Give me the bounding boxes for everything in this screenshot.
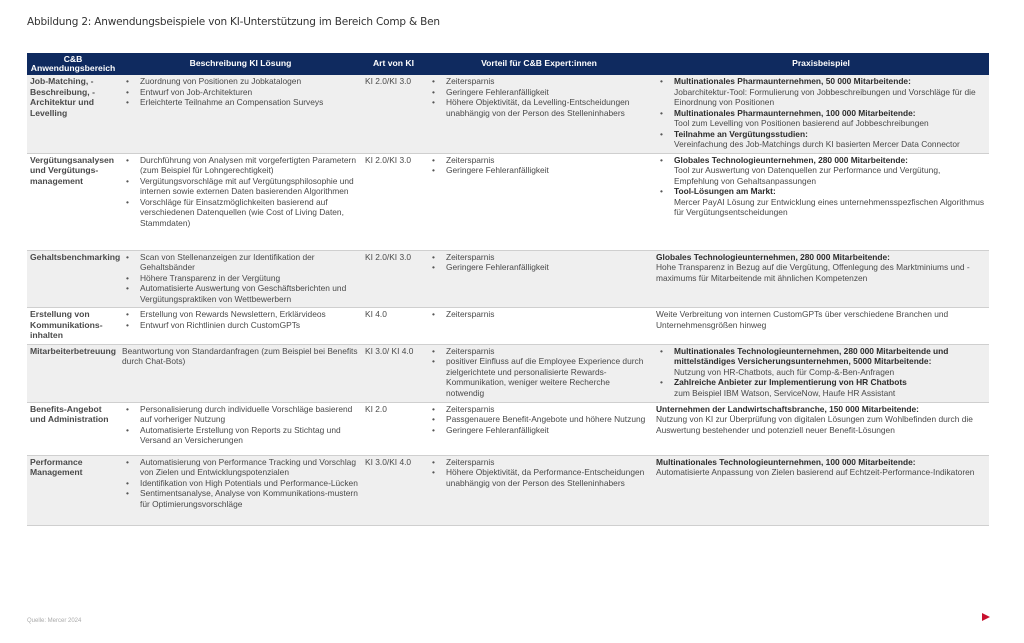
description-item: • Sentimentsanalyse, Analyse von Kommunikations-mustern für Optimierungsvorschläge (140, 488, 359, 509)
cell-example (653, 344, 989, 402)
example-item (674, 155, 986, 187)
header-benefit: Vorteil für C&B Expert:innen (425, 53, 653, 75)
example-list (656, 155, 986, 218)
benefit-item: • Passgenauere Benefit-Angebote und höhere Nutzung (446, 414, 650, 425)
description-item: • Automatisierte Erstellung von Reports zu Stichtag und Versand an Versicherungen (140, 425, 359, 446)
example-item (674, 346, 986, 378)
benefit-item: • Geringere Fehleranfälligkeit (446, 165, 650, 176)
cell-area: Vergütungsanalysen und Vergütungs-management (27, 153, 119, 250)
description-item: • Erstellung von Rewards Newslettern, Erklärvideos (140, 309, 359, 320)
benefit-item: • Zeitersparnis (446, 404, 650, 415)
description-list (122, 309, 359, 330)
example-text: Nutzung von KI zur Überprüfung von digitalen Lösungen zum Wohlbefinden durch die Auswertung bestehender und potenziell neuer Benefit-Lösungen (656, 414, 973, 435)
example-title: • Globales Technologieunternehmen, 280 000 Mitarbeitende: (674, 154, 908, 165)
description-item: • Erleichterte Teilnahme an Compensation Surveys (140, 97, 359, 108)
example-item (674, 377, 986, 398)
description-item: • Entwurf von Richtlinien durch CustomGPTs (140, 320, 359, 331)
example-text: Automatisierte Anpassung von Zielen basierend auf Echtzeit-Performance-Indikatoren (656, 467, 975, 477)
example-item (656, 252, 986, 284)
cell-benefit (425, 308, 653, 345)
description-text: Beantwortung von Standardanfragen (zum Beispiel bei Benefits durch Chat-Bots) (122, 345, 358, 366)
cell-benefit (425, 402, 653, 455)
benefit-list (428, 346, 650, 399)
cell-area: Mitarbeiterbetreuung (27, 344, 119, 402)
cell-example (653, 308, 989, 345)
example-text: Vereinfachung des Job-Matchings durch KI basierten Mercer Data Connector (674, 139, 960, 149)
cell-ai-type: KI 2.0/KI 3.0 (362, 153, 425, 250)
example-list (656, 346, 986, 399)
table-row (27, 344, 989, 402)
description-item: • Automatisierte Auswertung von Geschäftsberichten und Vergütungspraktiken von Wettbewerbern (140, 283, 359, 304)
description-list (122, 252, 359, 305)
description-item: • Durchführung von Analysen mit vorgefertigten Parametern (zum Beispiel für Lohngerechtigkeit) (140, 155, 359, 176)
cell-benefit (425, 153, 653, 250)
benefit-list (428, 309, 650, 320)
figure-caption: Abbildung 2: Anwendungsbeispiele von KI-Unterstützung im Bereich Comp & Ben (27, 16, 440, 28)
example-item (656, 404, 986, 436)
cell-example (653, 75, 989, 153)
example-text: Weite Verbreitung von internen CustomGPTs über verschiedene Branchen und Unternehmensgrößen hinweg (656, 309, 949, 330)
cell-benefit (425, 455, 653, 525)
cell-ai-type: KI 3.0/KI 4.0 (362, 455, 425, 525)
benefit-item: • Zeitersparnis (446, 252, 650, 263)
description-list (122, 76, 359, 108)
benefit-list (428, 404, 650, 436)
benefit-item: • Zeitersparnis (446, 76, 650, 87)
example-item (674, 108, 986, 129)
cell-benefit (425, 250, 653, 308)
description-item: • Automatisierung von Performance Tracking und Vorschlag von Zielen und Entwicklungspotenzialen (140, 457, 359, 478)
cell-ai-type: KI 2.0/KI 3.0 (362, 75, 425, 153)
cell-example (653, 250, 989, 308)
table-body (27, 75, 989, 525)
benefit-item: • positiver Einfluss auf die Employee Experience durch zielgerichtete und personalisierte Rewards-Kommunikation, weniger weitere Recherche notwendig (446, 356, 650, 398)
example-list (656, 457, 986, 478)
cell-ai-type: KI 4.0 (362, 308, 425, 345)
table-row (27, 250, 989, 308)
example-list (656, 309, 986, 330)
example-list (656, 252, 986, 284)
example-text: Tool zur Auswertung von Datenquellen zur Performance und Vergütung, Empfehlung von Gehaltsanpassungen (674, 165, 941, 186)
cell-area: Job-Matching, -Beschreibung, -Architektur und Levelling (27, 75, 119, 153)
example-title: • Zahlreiche Anbieter zur Implementierung von HR Chatbots (674, 377, 907, 387)
cell-example (653, 402, 989, 455)
example-text: Hohe Transparenz in Bezug auf die Vergütung, Offenlegung des Marktminiums und -maximums für Mitarbeitende mit ähnlichen Kompetenzen (656, 262, 970, 283)
table-row (27, 455, 989, 525)
example-item (656, 457, 986, 478)
source-note: Quelle: Mercer 2024 (27, 618, 82, 624)
benefit-item: • Höhere Objektivität, da Performance-Entscheidungen unabhängig von der Person des Stelleninhabers (446, 467, 650, 488)
example-item (674, 186, 986, 218)
cell-description (119, 75, 362, 153)
benefit-item: • Höhere Objektivität, da Levelling-Entscheidungen unabhängig von der Person des Stelleninhabers (446, 97, 650, 118)
example-list (656, 76, 986, 150)
example-item (674, 129, 986, 150)
header-description: Beschreibung KI Lösung (119, 53, 362, 75)
description-item: • Identifikation von High Potentials und Performance-Lücken (140, 478, 359, 489)
cell-ai-type: KI 2.0/KI 3.0 (362, 250, 425, 308)
example-text: Nutzung von HR-Chatbots, auch für Comp-&-Ben-Anfragen (674, 366, 895, 377)
example-title: Globales Technologieunternehmen, 280 000 Mitarbeitende: (656, 251, 890, 262)
header-area: C&B Anwendungsbereich (27, 53, 119, 75)
description-item: • Scan von Stellenanzeigen zur Identifikation der Gehaltsbänder (140, 252, 359, 273)
benefit-item: • Geringere Fehleranfälligkeit (446, 425, 650, 436)
example-item (656, 309, 986, 330)
description-item: • Vergütungsvorschläge mit auf Vergütungsphilosophie und internen sowie externen Daten basierenden Algorithmen (140, 176, 359, 197)
description-list (122, 404, 359, 446)
example-item (674, 76, 986, 108)
cell-description (119, 402, 362, 455)
table-row (27, 75, 989, 153)
cell-area: Benefits-Angebot und Administration (27, 402, 119, 455)
benefit-item: • Geringere Fehleranfälligkeit (446, 262, 650, 273)
example-title: • Tool-Lösungen am Markt: (674, 186, 776, 196)
table-header-row (27, 53, 989, 75)
example-text: Jobarchitektur-Tool: Formulierung von Jobbeschreibungen und Vorschläge für die Einordnung von Positionen (674, 86, 976, 107)
table-row (27, 153, 989, 250)
description-list (122, 155, 359, 229)
benefit-list (428, 252, 650, 273)
example-text: Mercer PayAI Lösung zur Entwicklung eines unternehmensspezfischen Algorithmus für Vergütungsentscheidungen (674, 196, 985, 217)
benefit-list (428, 155, 650, 176)
description-item: • Vorschläge für Einsatzmöglichkeiten basierend auf verschiedenen Datenquellen (wie Cost of Living Daten, Stammdaten) (140, 197, 359, 229)
example-title: • Multinationales Pharmaunternehmen, 100 000 Mitarbeitende: (674, 107, 916, 118)
header-example: Praxisbeispiel (653, 53, 989, 75)
cell-example (653, 153, 989, 250)
description-item: • Personalisierung durch individuelle Vorschläge basierend auf vorheriger Nutzung (140, 404, 359, 425)
next-arrow-icon[interactable] (982, 613, 990, 621)
example-title: Multinationales Technologieunternehmen, 100 000 Mitarbeitende: (656, 456, 916, 467)
example-title: • Teilnahme an Vergütungsstudien: (674, 128, 808, 139)
cell-area: Gehaltsbenchmarking (27, 250, 119, 308)
cell-benefit (425, 344, 653, 402)
description-item: • Zuordnung von Positionen zu Jobkatalogen (140, 76, 359, 87)
cell-ai-type: KI 3.0/ KI 4.0 (362, 344, 425, 402)
description-item: • Höhere Transparenz in der Vergütung (140, 273, 359, 284)
example-text: Tool zum Levelling von Positionen basierend auf Jobbeschreibungen (674, 118, 929, 128)
example-title: Unternehmen der Landwirtschaftsbranche, 150 000 Mitarbeitende: (656, 403, 919, 414)
benefit-list (428, 457, 650, 489)
cell-area: Erstellung von Kommunikations-inhalten (27, 308, 119, 345)
description-item: • Entwurf von Job-Architekturen (140, 87, 359, 98)
example-title: • Multinationales Pharmaunternehmen, 50 000 Mitarbeitende: (674, 76, 911, 86)
example-list (656, 404, 986, 436)
cell-area: Performance Management (27, 455, 119, 525)
use-case-table (27, 53, 989, 526)
benefit-item: • Zeitersparnis (446, 346, 650, 357)
cell-description (119, 250, 362, 308)
cell-ai-type: KI 2.0 (362, 402, 425, 455)
cell-description (119, 308, 362, 345)
cell-description (119, 455, 362, 525)
example-text: zum Beispiel IBM Watson, ServiceNow, Haufe HR Assistant (674, 387, 896, 398)
table-row (27, 402, 989, 455)
cell-example (653, 455, 989, 525)
example-title: • Multinationales Technologieunternehmen, 280 000 Mitarbeitende und mittelständiges Versicherungsunternehmen, 5000 Mitarbeitende: (674, 345, 949, 366)
description-list (122, 457, 359, 510)
benefit-item: • Geringere Fehleranfälligkeit (446, 87, 650, 98)
cell-description (119, 153, 362, 250)
benefit-item: • Zeitersparnis (446, 457, 650, 468)
benefit-item: • Zeitersparnis (446, 309, 650, 320)
cell-description (119, 344, 362, 402)
header-ai-type: Art von KI (362, 53, 425, 75)
table-row (27, 308, 989, 345)
benefit-item: • Zeitersparnis (446, 155, 650, 166)
cell-benefit (425, 75, 653, 153)
benefit-list (428, 76, 650, 118)
